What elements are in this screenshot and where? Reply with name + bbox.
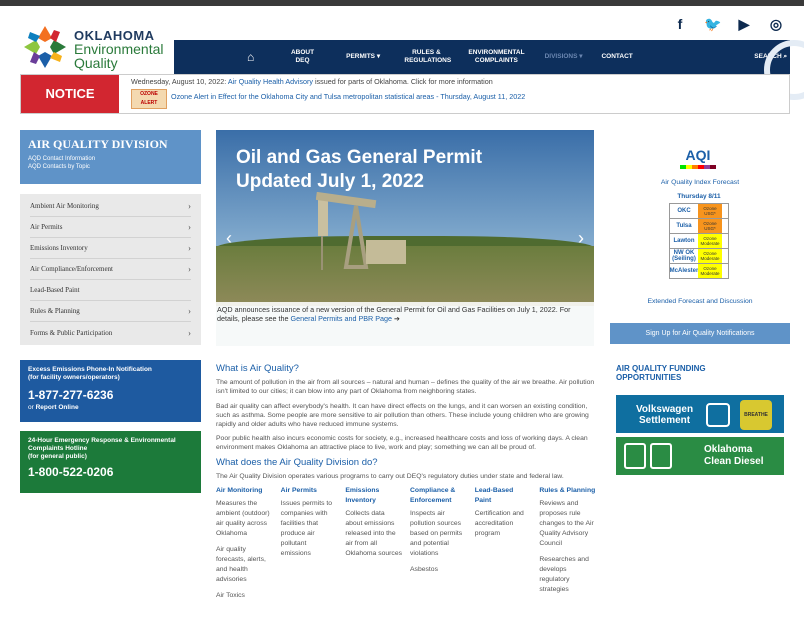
- social-links: [672, 16, 784, 32]
- program-columns: [216, 486, 596, 607]
- main-nav: [174, 40, 790, 74]
- ozone-alert-icon: OZONE ALERT: [131, 89, 167, 109]
- hero-caption: AQD announces issuance of a new version of the General Permit for Oil and Gas Facilities on July 1, 2022. For details, please see the General Permits and PBR Page ➔: [216, 302, 594, 346]
- program-column: Lead-Based Paint Certification and accreditation program: [475, 486, 532, 607]
- notice-line1: Wednesday, August 10, 2022: Air Quality Health Advisory issued for parts of Oklahoma. Click for more information: [131, 77, 493, 86]
- menu-item[interactable]: Lead-Based Paint: [30, 280, 191, 301]
- excess-emissions-phone[interactable]: 1-877-277-6236: [28, 388, 114, 402]
- breathe-ok-logo: BREATHE: [740, 400, 772, 430]
- program-column: Rules & Planning Reviews and proposes rule changes to the Air Quality Advisory Council Researches and develops regulatory strategies: [539, 487, 596, 594]
- nav-contact[interactable]: CONTACT: [601, 53, 633, 60]
- chevron-right-icon: ›: [188, 327, 191, 338]
- main-content: What is Air Quality? The amount of pollution in the air from all sources – natural and human – defines the quality of the air we breathe. Air pollution isn't limited to our cities; it can blow into any part of Oklahoma from neighboring states. Bad air quality can affect everybody's health. It can have direct effects on the lungs, and it can worsen an existing condition, such as asthma. Some people are more sensitive to air pollution than others. These include young children who are growing rapidly and older adults who have reduced immune systems. Poor public health also incurs economic costs for society, e.g., increased healthcare costs and loss of working days. A clean environment makes Oklahoma an attractive place to live, work and play; something we can all be proud of. What does the Air Quality Division do? The Air Quality Division operates various programs to carry out DEQ's regulatory duties under state and federal law. Air Monitoring Measures the ambient (outdoor) air quality across Oklahoma Air quality forecasts, alerts, and health advisories Air Toxics Air Permits Issues permits to companies with facilities that produce air pollutant emissions Emissions Inventory Collects data about emissions released into the air from all Oklahoma sources Compliance & Enforcement Inspects air pollution sources based on permits and potential violations Asbestos Lead-Based Paint Certification and accreditation program Rules & Planning Reviews and proposes rule changes to the Air Quality Advisory Council Researches and develops regulatory strategies: [216, 364, 596, 607]
- notice-tag: NOTICE: [21, 75, 119, 113]
- menu-item[interactable]: Forms & Public Participation ›: [30, 327, 191, 338]
- nav-permits[interactable]: PERMITS ▾: [346, 53, 381, 60]
- program-link[interactable]: Lead-Based Paint: [474, 487, 514, 505]
- division-header: [20, 130, 201, 184]
- notice-banner[interactable]: [20, 74, 790, 114]
- program-link[interactable]: Air Monitoring: [216, 487, 263, 495]
- svg-text:AQI: AQI: [685, 147, 711, 163]
- emergency-hotline-box: 24-Hour Emergency Response & Environmental Complaints Hotline (for general public) 1-800-522-0206: [20, 431, 201, 493]
- aqi-forecast-link[interactable]: Air Quality Index Forecast: [660, 179, 740, 186]
- arrow-circle-icon: ➔: [394, 314, 401, 323]
- carousel-next-icon[interactable]: ›: [578, 228, 584, 248]
- general-permits-link[interactable]: General Permits and PBR Page: [290, 314, 393, 323]
- hero-title: Oil and Gas General Permit Updated July 1, 2022: [236, 147, 483, 192]
- menu-item[interactable]: Air Compliance/Enforcement ›: [30, 259, 191, 280]
- notice-line2[interactable]: Ozone Alert in Effect for the Oklahoma City and Tulsa metropolitan statistical areas - Thursday, August 11, 2022: [171, 92, 526, 101]
- forecast-row: Tulsa Ozone USG*: [669, 218, 729, 234]
- excess-emissions-box: Excess Emissions Phone-In Notification (for facility owners/operators) 1-877-277-6236 or Report Online: [20, 360, 201, 422]
- program-column: Air Permits Issues permits to companies with facilities that produce air pollutant emissions: [281, 486, 338, 607]
- deq-logo[interactable]: [22, 24, 182, 74]
- aqi-forecast-table: [669, 193, 729, 279]
- forecast-row: McAlester Ozone Moderate: [669, 263, 729, 279]
- aqd-topic-link[interactable]: AQD Contacts by Topic: [28, 164, 90, 170]
- logo-mark-icon: [22, 24, 68, 70]
- extended-forecast-link[interactable]: Extended Forecast and Discussion: [647, 298, 753, 305]
- forecast-row: Lawton Ozone Moderate: [669, 233, 729, 249]
- program-link[interactable]: Compliance & Enforcement: [410, 487, 456, 505]
- emergency-phone[interactable]: 1-800-522-0206: [28, 465, 114, 479]
- health-advisory-link[interactable]: Air Quality Health Advisory: [227, 77, 313, 86]
- logo-line2: Environmental Quality: [74, 41, 164, 71]
- nav-divisions[interactable]: DIVISIONS ▾: [544, 53, 583, 60]
- nav-complaints[interactable]: ENVIRONMENTAL COMPLAINTS: [468, 49, 525, 64]
- chevron-right-icon: ›: [188, 243, 191, 253]
- aqd-contact-link[interactable]: AQD Contact Information: [28, 156, 96, 162]
- forecast-day: Thursday 8/11: [677, 193, 721, 200]
- pumpjack-image: [316, 192, 436, 272]
- menu-item[interactable]: Air Permits ›: [30, 217, 191, 238]
- chevron-right-icon: ›: [188, 306, 191, 316]
- nav-search[interactable]: SEARCH ⌕: [754, 53, 788, 60]
- menu-item[interactable]: Ambient Air Monitoring ›: [30, 196, 191, 217]
- hero-carousel[interactable]: [216, 130, 594, 346]
- division-menu: [20, 194, 201, 345]
- instagram-icon[interactable]: ◎: [769, 16, 783, 32]
- menu-item[interactable]: Rules & Planning ›: [30, 301, 191, 322]
- program-column: Compliance & Enforcement Inspects air pollution sources based on permits and potential violations Asbestos: [410, 486, 467, 607]
- division-title: AIR QUALITY DIVISION: [28, 137, 168, 151]
- vw-settlement-banner[interactable]: Volkswagen Settlement BREATHE: [616, 395, 784, 433]
- chevron-right-icon: ›: [188, 201, 191, 211]
- forecast-row: OKC Ozone USG*: [669, 203, 729, 219]
- program-link[interactable]: Emissions Inventory: [345, 487, 380, 505]
- program-column: Emissions Inventory Collects data about emissions released into the air from all Oklahoma sources: [345, 487, 403, 558]
- carousel-prev-icon[interactable]: ‹: [226, 228, 232, 248]
- nav-about[interactable]: ABOUT DEQ: [290, 49, 315, 64]
- twitter-icon[interactable]: 🐦: [704, 16, 722, 32]
- home-icon[interactable]: ⌂: [246, 50, 255, 64]
- funding-heading: AIR QUALITY FUNDING OPPORTUNITIES: [616, 364, 706, 382]
- chevron-right-icon: ›: [188, 222, 191, 232]
- section-heading: What does the Air Quality Division do?: [216, 456, 378, 468]
- signup-button[interactable]: Sign Up for Air Quality Notifications: [610, 323, 790, 344]
- report-online-link[interactable]: Report Online: [35, 404, 79, 411]
- bus-icon: [706, 403, 730, 427]
- youtube-icon[interactable]: ▶: [738, 16, 750, 32]
- clean-diesel-banner[interactable]: Oklahoma Clean Diesel: [616, 437, 784, 475]
- program-column: Air Monitoring Measures the ambient (outdoor) air quality across Oklahoma Air quality forecasts, alerts, and health advisories Air Toxics: [216, 486, 273, 607]
- menu-item[interactable]: Emissions Inventory ›: [30, 238, 191, 259]
- logo-line1: OKLAHOMA: [74, 28, 155, 43]
- left-sidebar: [20, 130, 201, 345]
- forecast-row: NW OK (Seiling) Ozone Moderate: [669, 248, 729, 264]
- site-header: [0, 6, 804, 74]
- aqi-logo[interactable]: [680, 146, 716, 170]
- program-link[interactable]: Air Permits: [280, 487, 317, 495]
- facebook-icon[interactable]: f: [677, 16, 683, 32]
- section-heading: What is Air Quality?: [216, 363, 299, 374]
- truck-icon: [650, 443, 672, 469]
- bus-icon: [624, 443, 646, 469]
- nav-rules[interactable]: RULES & REGULATIONS: [404, 49, 452, 64]
- chevron-right-icon: ›: [188, 264, 191, 274]
- program-link[interactable]: Rules & Planning: [539, 487, 596, 495]
- search-icon: ⌕: [783, 53, 788, 60]
